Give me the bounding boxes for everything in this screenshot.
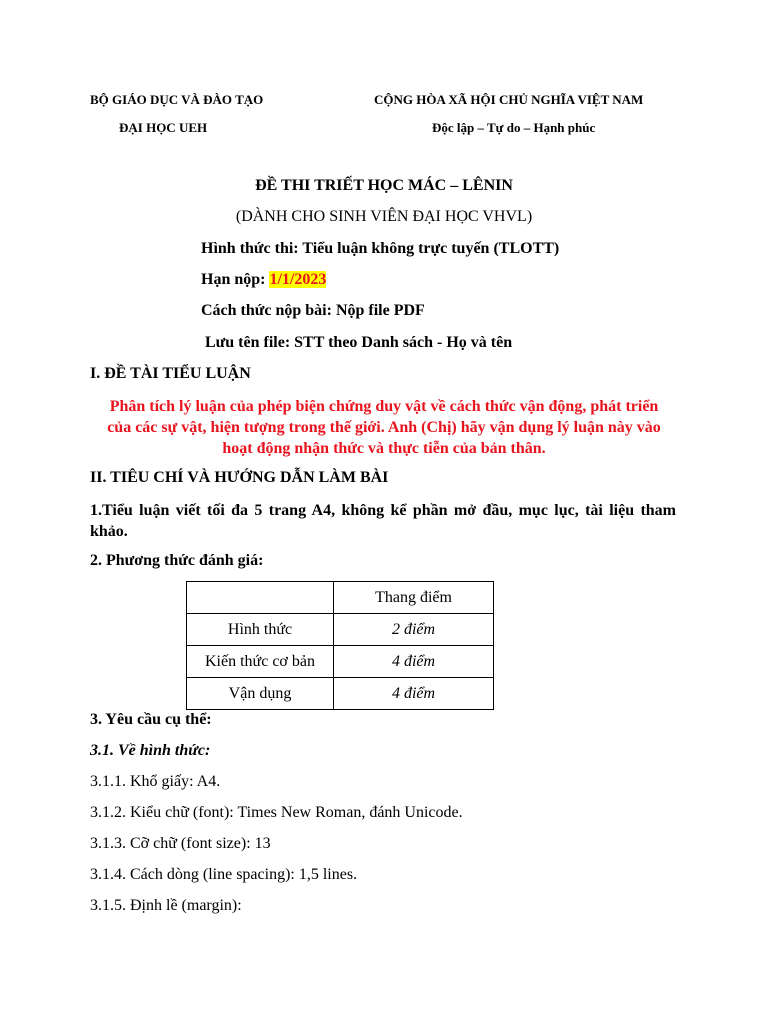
exam-title: ĐỀ THI TRIẾT HỌC MÁC – LÊNIN [255, 177, 513, 194]
table-header-cell: Thang điểm [334, 582, 494, 614]
spec-margin: 3.1.5. Định lề (margin): [90, 897, 242, 914]
criterion-cell: Vận dụng [187, 678, 334, 710]
spec-line-spacing: 3.1.4. Cách dòng (line spacing): 1,5 lines. [90, 866, 358, 883]
ministry-name: BỘ GIÁO DỤC VÀ ĐÀO TẠO [90, 92, 264, 107]
submission-method: Cách thức nộp bài: Nộp file PDF [201, 302, 425, 319]
criterion-cell: Kiến thức cơ bản [187, 646, 334, 678]
criterion-cell: Hình thức [187, 614, 334, 646]
section-2-heading: II. TIÊU CHÍ VÀ HƯỚNG DẪN LÀM BÀI [90, 469, 389, 486]
table-row [187, 678, 494, 710]
format-requirements-heading: 3.1. Về hình thức: [90, 742, 211, 759]
file-naming-rule: Lưu tên file: STT theo Danh sách - Họ và tên [205, 334, 513, 351]
evaluation-method-heading: 2. Phương thức đánh giá: [90, 552, 264, 569]
table-row [187, 614, 494, 646]
deadline-value: 1/1/2023 [269, 271, 327, 288]
deadline-line [201, 271, 326, 289]
table-header-cell [187, 582, 334, 614]
essay-topic-line-1: Phân tích lý luận của phép biện chứng duy vật về cách thức vận động, phát triển [109, 398, 659, 415]
score-cell: 2 điểm [334, 614, 494, 646]
essay-topic-line-2: của các sự vật, hiện tượng trong thế giới. Anh (Chị) hãy vận dụng lý luận này vào [107, 419, 661, 436]
section-1-heading: I. ĐỀ TÀI TIỂU LUẬN [90, 365, 251, 382]
spec-font: 3.1.2. Kiểu chữ (font): Times New Roman, đánh Unicode. [90, 804, 463, 821]
country-name: CỘNG HÒA XÃ HỘI CHỦ NGHĨA VIỆT NAM [374, 92, 644, 107]
exam-format: Hình thức thi: Tiểu luận không trực tuyến (TLOTT) [201, 240, 560, 257]
university-name: ĐẠI HỌC UEH [119, 120, 208, 135]
grading-table [186, 581, 494, 710]
essay-length-rule: 1.Tiểu luận viết tối đa 5 trang A4, không kể phần mở đầu, mục lục, tài liệu tham khảo. [90, 502, 676, 540]
deadline-label: Hạn nộp: [201, 271, 270, 288]
national-motto: Độc lập – Tự do – Hạnh phúc [432, 120, 596, 135]
specific-requirements-heading: 3. Yêu cầu cụ thể: [90, 711, 212, 728]
essay-topic-line-3: hoạt động nhận thức và thực tiễn của bản thân. [222, 440, 546, 457]
spec-font-size: 3.1.3. Cỡ chữ (font size): 13 [90, 835, 271, 852]
score-cell: 4 điểm [334, 646, 494, 678]
score-cell: 4 điểm [334, 678, 494, 710]
table-header-row [187, 582, 494, 614]
exam-subtitle: (DÀNH CHO SINH VIÊN ĐẠI HỌC VHVL) [235, 208, 533, 225]
table-row [187, 646, 494, 678]
spec-paper-size: 3.1.1. Khổ giấy: A4. [90, 773, 221, 790]
